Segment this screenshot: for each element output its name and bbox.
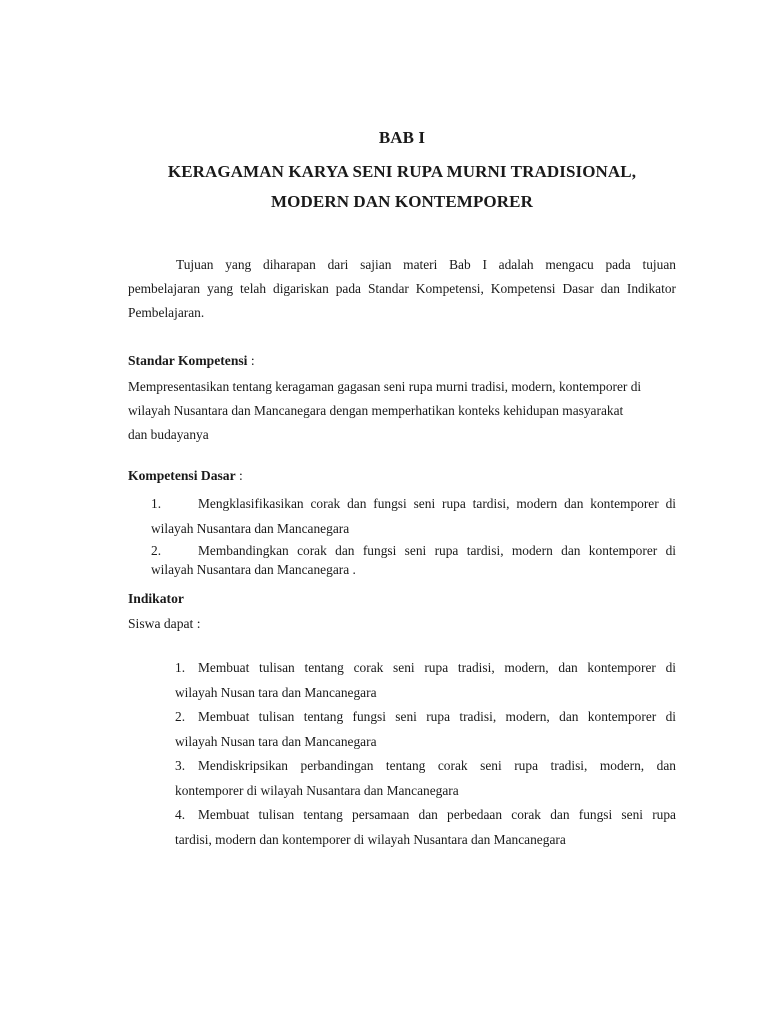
indikator-item-3-number: 3. xyxy=(175,758,186,773)
indikator-item-3 xyxy=(175,753,676,803)
kompetensi-item-1-number: 1. xyxy=(151,496,162,511)
title-line-1: KERAGAMAN KARYA SENI RUPA MURNI TRADISIONAL, xyxy=(167,162,637,181)
kompetensi-item-2 xyxy=(151,541,676,579)
kompetensi-dasar-label xyxy=(128,466,243,486)
chapter-heading: BAB I xyxy=(378,128,426,147)
standar-line-3: dan budayanya xyxy=(128,427,209,442)
indikator-item-1-line-2: wilayah Nusan tara dan Mancanegara xyxy=(175,685,377,700)
kompetensi-item-1-line-1: Mengklasifikasikan corak dan fungsi seni rupa tardisi, modern dan kontemporer di xyxy=(198,496,676,511)
title-line-2: MODERN DAN KONTEMPORER xyxy=(271,192,533,211)
intro-line-1: Tujuan yang diharapan dari sajian materi Bab I adalah mengacu pada tujuan xyxy=(176,257,676,272)
kompetensi-dasar-colon: : xyxy=(235,468,243,483)
indikator-intro: Siswa dapat : xyxy=(128,616,201,631)
indikator-item-2 xyxy=(175,704,676,754)
standar-line-1: Mempresentasikan tentang keragaman gagasan seni rupa murni tradisi, modern, kontemporer di xyxy=(128,379,642,394)
indikator-item-1-number: 1. xyxy=(175,660,186,675)
indikator-item-4-number: 4. xyxy=(175,807,186,822)
indikator-label xyxy=(128,589,184,609)
indikator-title: Indikator xyxy=(128,591,184,606)
indikator-item-4-line-1: Membuat tulisan tentang persamaan dan perbedaan corak dan fungsi seni rupa xyxy=(198,807,676,822)
standar-kompetensi-label xyxy=(128,351,255,371)
standar-kompetensi-colon: : xyxy=(247,353,255,368)
kompetensi-item-1-line-2: wilayah Nusantara dan Mancanegara xyxy=(151,521,350,536)
indikator-item-2-line-1: Membuat tulisan tentang fungsi seni rupa tradisi, modern, dan kontemporer di xyxy=(198,709,676,724)
indikator-item-1 xyxy=(175,655,676,705)
intro-line-3: Pembelajaran. xyxy=(128,305,205,320)
intro-line-2: pembelajaran yang telah digariskan pada Standar Kompetensi, Kompetensi Dasar dan Indikator xyxy=(128,281,676,296)
indikator-item-2-line-2: wilayah Nusan tara dan Mancanegara xyxy=(175,734,377,749)
standar-kompetensi-title: Standar Kompetensi xyxy=(128,353,248,368)
indikator-item-4 xyxy=(175,802,676,852)
kompetensi-item-1 xyxy=(151,491,676,541)
kompetensi-dasar-title: Kompetensi Dasar xyxy=(128,468,236,483)
kompetensi-item-2-line-1: Membandingkan corak dan fungsi seni rupa tardisi, modern dan kontemporer di xyxy=(198,543,676,558)
indikator-item-3-line-1: Mendiskripsikan perbandingan tentang corak seni rupa tradisi, modern, dan xyxy=(198,758,676,773)
indikator-item-4-line-2: tardisi, modern dan kontemporer di wilayah Nusantara dan Mancanegara xyxy=(175,832,566,847)
kompetensi-item-2-line-2: wilayah Nusantara dan Mancanegara . xyxy=(151,562,356,577)
indikator-item-1-line-1: Membuat tulisan tentang corak seni rupa tradisi, modern, dan kontemporer di xyxy=(198,660,676,675)
indikator-item-2-number: 2. xyxy=(175,709,186,724)
kompetensi-item-2-number: 2. xyxy=(151,543,162,558)
standar-line-2: wilayah Nusantara dan Mancanegara dengan memperhatikan konteks kehidupan masyarakat xyxy=(128,403,624,418)
intro-paragraph xyxy=(128,253,676,325)
standar-kompetensi-text xyxy=(128,375,676,447)
indikator-item-3-line-2: kontemporer di wilayah Nusantara dan Mancanegara xyxy=(175,783,459,798)
